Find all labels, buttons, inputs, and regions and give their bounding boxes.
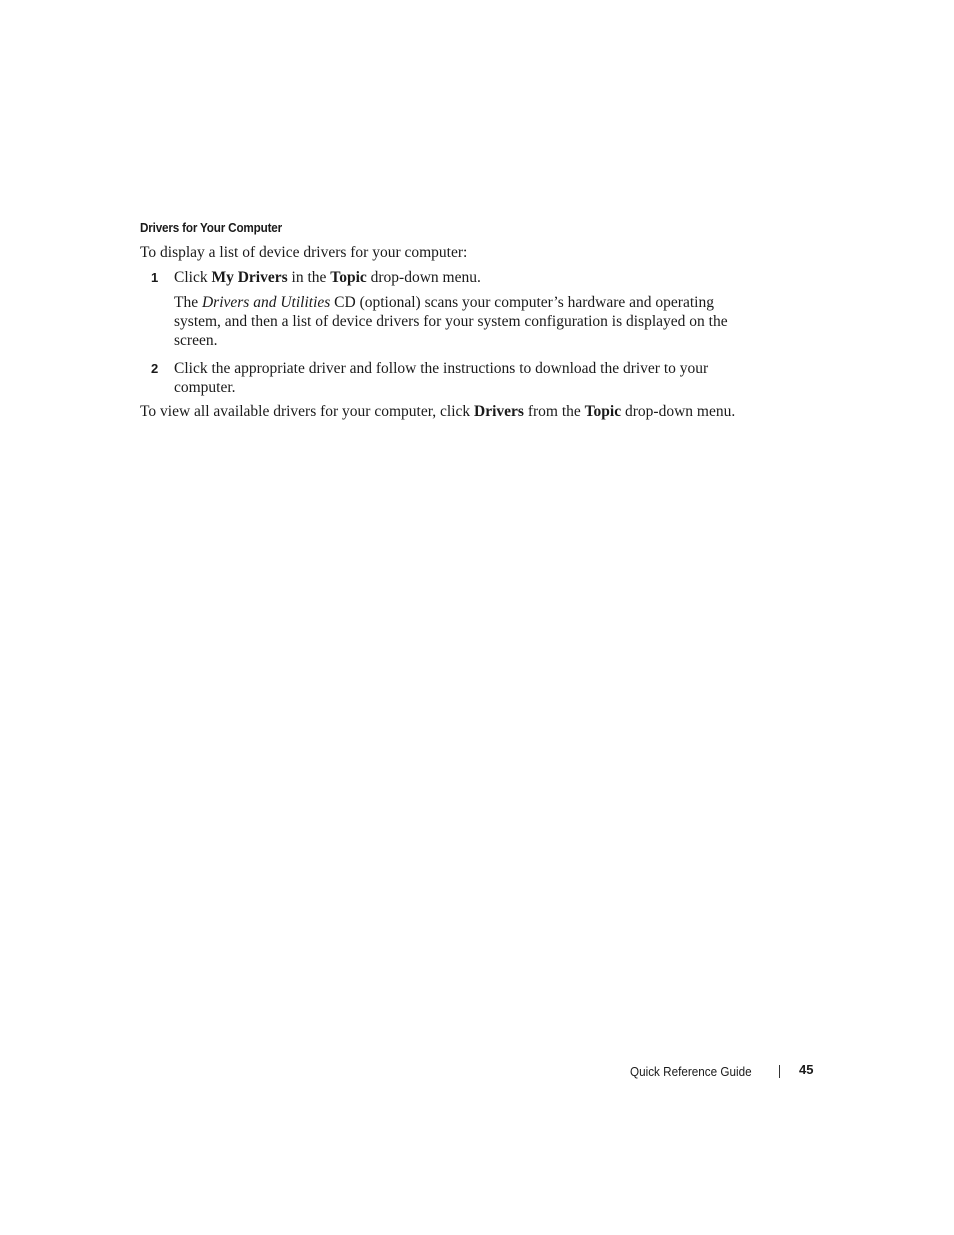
- page-number: 45: [799, 1062, 814, 1077]
- outro-segment: To view all available drivers for your computer, click: [140, 403, 475, 420]
- step-detail-segment: The: [174, 294, 202, 311]
- product-name: Drivers and Utilities: [201, 294, 331, 311]
- step-text-segment: in the: [287, 269, 331, 286]
- step-text: [174, 268, 744, 287]
- outro-segment: drop-down menu.: [621, 403, 736, 420]
- step-detail-segment: CD (optional) scans your computer’s hardware and operating system, and then a list of device drivers for your system configuration is displayed on the screen.: [174, 294, 728, 349]
- section-heading: Drivers for Your Computer: [140, 220, 283, 235]
- menu-name: Topic: [584, 403, 622, 420]
- menu-item-name: My Drivers: [211, 269, 288, 286]
- step-text-segment: Click: [174, 269, 212, 286]
- menu-name: Topic: [330, 269, 367, 286]
- footer-title: Quick Reference Guide: [630, 1063, 752, 1079]
- menu-item-name: Drivers: [474, 403, 524, 420]
- outro-paragraph: [140, 402, 735, 421]
- step-detail-paragraph: [174, 293, 744, 350]
- outro-segment: from the: [523, 403, 585, 420]
- step-number: 2: [151, 361, 159, 376]
- step-text: Click the appropriate driver and follow the instructions to download the driver to your computer.: [174, 360, 709, 396]
- step-number: 1: [151, 270, 159, 285]
- intro-paragraph: To display a list of device drivers for your computer:: [140, 244, 468, 261]
- page-footer: [630, 1062, 814, 1080]
- step-text-segment: drop-down menu.: [366, 269, 481, 286]
- footer-divider: [779, 1065, 780, 1078]
